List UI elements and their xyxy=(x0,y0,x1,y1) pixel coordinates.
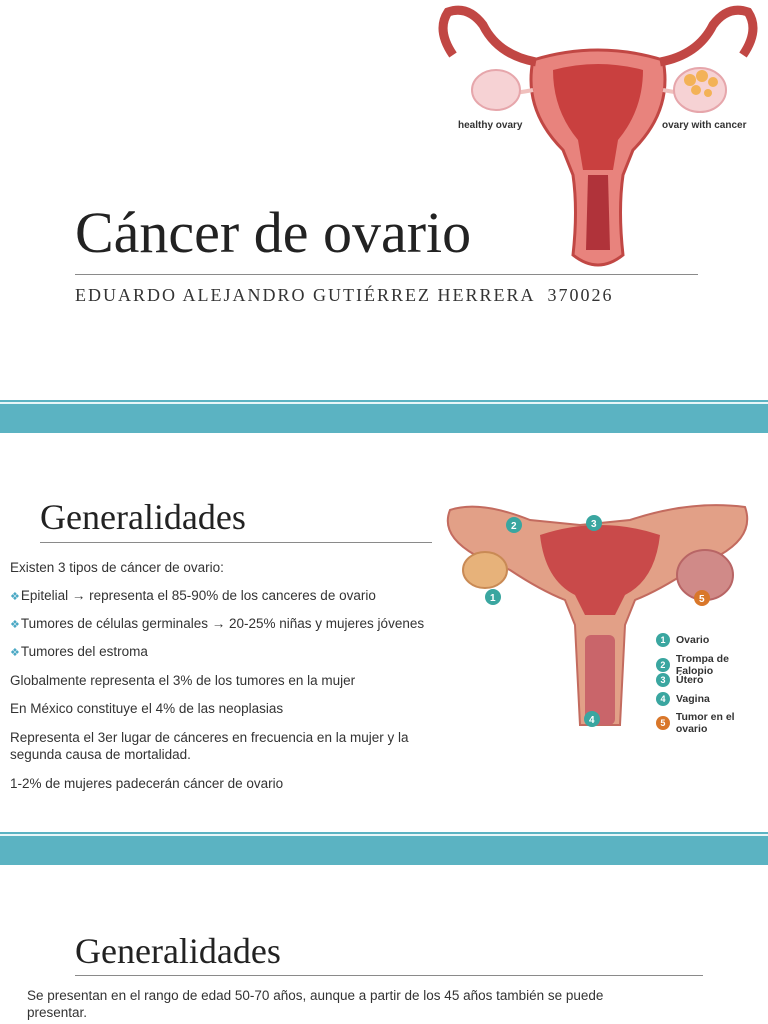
diamond-bullet-icon: ❖ xyxy=(10,647,20,659)
bullet-estroma: ❖Tumores del estroma xyxy=(10,644,148,659)
uterus-illustration xyxy=(428,0,768,275)
svg-text:4: 4 xyxy=(589,715,595,726)
diamond-bullet-icon: ❖ xyxy=(10,619,20,631)
body-line: Representa el 3er lugar de cánceres en frecuencia en la mujer y la segunda causa de mortalidad. xyxy=(10,730,409,762)
slide-separator-line xyxy=(0,834,768,836)
body-line: Globalmente representa el 3% de los tumores en la mujer xyxy=(10,673,356,688)
title-divider xyxy=(75,274,698,275)
section-title: Generalidades xyxy=(75,931,281,971)
bullet-germinales: ❖Tumores de células germinales → 20-25% niñas y mujeres jóvenes xyxy=(10,616,425,631)
body-line: En México constituye el 4% de las neoplasias xyxy=(10,701,284,716)
body-line: 1-2% de mujeres padecerán cáncer de ovario xyxy=(10,776,284,791)
author-subtitle: EDUARDO ALEJANDRO GUTIÉRREZ HERRERA 370026 xyxy=(75,285,614,305)
legend-item: 5 Tumor en el ovario xyxy=(656,711,768,735)
body-line: Existen 3 tipos de cáncer de ovario: xyxy=(10,560,224,575)
legend-marker: 2 xyxy=(656,658,670,672)
legend-item: 2 Trompa de Falopio xyxy=(656,653,768,677)
slide-separator-band xyxy=(0,832,768,865)
anatomy-illustration xyxy=(430,495,760,735)
page-title: Cáncer de ovario xyxy=(75,200,472,265)
bullet-epitelial: ❖Epitelial → representa el 85-90% de los canceres de ovario xyxy=(10,588,376,603)
healthy-ovary-label: healthy ovary xyxy=(458,120,523,131)
legend-marker: 4 xyxy=(656,692,670,706)
legend-item: 1 Ovario xyxy=(656,633,709,647)
arrow-icon: → xyxy=(68,588,90,603)
arrow-icon: → xyxy=(207,616,229,631)
legend-item: 3 Útero xyxy=(656,673,703,687)
ovary-shape xyxy=(463,552,507,588)
body-paragraph: Se presentan en el rango de edad 50-70 años, aunque a partir de los 45 años también se puede presentar. xyxy=(27,988,604,1020)
legend-marker: 3 xyxy=(656,673,670,687)
legend-marker: 1 xyxy=(656,633,670,647)
svg-text:1: 1 xyxy=(490,593,496,604)
legend-item: 4 Vagina xyxy=(656,692,710,706)
healthy-ovary-shape xyxy=(472,70,520,110)
slide-2 xyxy=(0,433,768,832)
diamond-bullet-icon: ❖ xyxy=(10,591,20,603)
cancer-ovary-label: ovary with cancer xyxy=(662,120,747,131)
legend-marker: 5 xyxy=(656,716,670,730)
section-title: Generalidades xyxy=(40,497,246,537)
section-divider xyxy=(75,975,703,976)
svg-text:2: 2 xyxy=(511,521,517,532)
svg-text:3: 3 xyxy=(591,519,597,530)
slide-separator-line xyxy=(0,402,768,404)
slide-separator-band xyxy=(0,400,768,433)
svg-text:5: 5 xyxy=(699,594,705,605)
section-divider xyxy=(40,542,432,543)
slide-3 xyxy=(0,865,768,1024)
slide-1 xyxy=(0,0,768,400)
